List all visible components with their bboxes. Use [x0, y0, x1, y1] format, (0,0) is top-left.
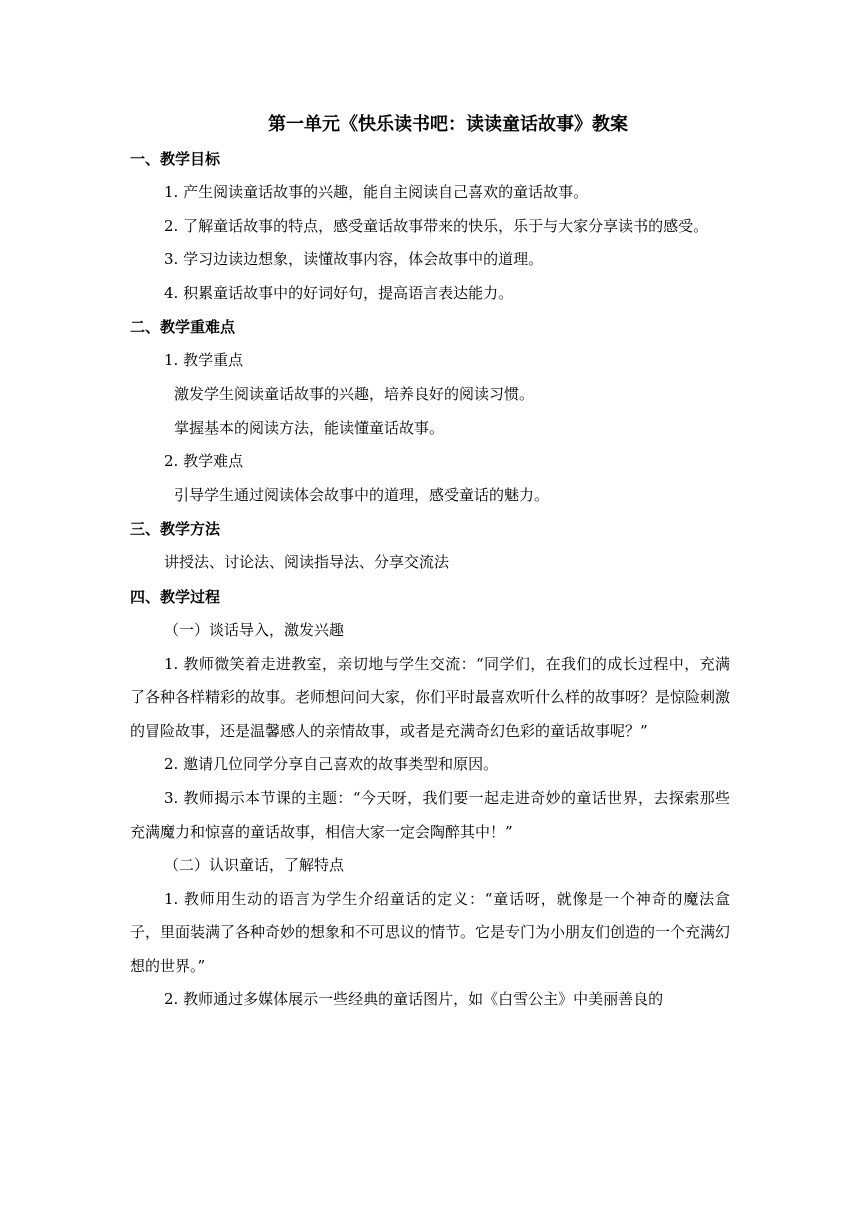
key-points-label: 1. 教学重点 — [164, 351, 244, 370]
section-heading-key-difficult: 二、教学重难点 — [130, 318, 236, 337]
process-part-label: （二）认识童话，了解特点 — [164, 856, 345, 875]
difficult-points-label: 2. 教学难点 — [164, 452, 244, 471]
process-part-label: （一）谈话导入，激发兴趣 — [164, 620, 345, 639]
key-point-item: 掌握基本的阅读方法，能读懂童话故事。 — [174, 418, 445, 437]
objective-item: 1. 产生阅读童话故事的兴趣，能自主阅读自己喜欢的童话故事。 — [164, 183, 589, 201]
section-heading-objectives: 一、教学目标 — [130, 150, 221, 168]
section-heading-methods: 三、教学方法 — [130, 520, 221, 539]
process-item: 3. 教师揭示本节课的主题：“今天呀，我们要一起走进奇妙的童话世界，去探索那些充满魔力和惊喜的童话故事，相信大家一定会陶醉其中！” — [130, 788, 730, 841]
section-heading-process: 四、教学过程 — [130, 587, 221, 606]
key-point-item: 激发学生阅读童话故事的兴趣，培养良好的阅读习惯。 — [174, 384, 535, 403]
methods-text: 讲授法、讨论法、阅读指导法、分享交流法 — [164, 553, 450, 572]
process-item: 2. 邀请几位同学分享自己喜欢的故事类型和原因。 — [164, 755, 499, 774]
document-title: 第一单元《快乐读书吧：读读童话故事》教案 — [268, 114, 628, 135]
objective-item: 4. 积累童话故事中的好词好句，提高语言表达能力。 — [164, 283, 514, 302]
process-item: 1. 教师用生动的语言为学生介绍童话的定义：“童话呀，就像是一个神奇的魔法盒子，里面装满了各种奇妙的想象和不可思议的情节。它是专门为小朋友们创造的一个充满幻想的世界。” — [130, 889, 731, 975]
objective-item: 2. 了解童话故事的特点，感受童话故事带来的快乐，乐于与大家分享读书的感受。 — [164, 216, 709, 235]
difficult-point-item: 引导学生通过阅读体会故事中的道理，感受童话的魅力。 — [174, 485, 550, 504]
objective-item: 3. 学习边读边想象，读懂故事内容，体会故事中的道理。 — [164, 250, 544, 269]
process-item: 2. 教师通过多媒体展示一些经典的童话图片，如《白雪公主》中美丽善良的 — [164, 990, 664, 1009]
process-item: 1. 教师微笑着走进教室，亲切地与学生交流：“同学们，在我们的成长过程中，充满了各种各样精彩的故事。老师想问问大家，你们平时最喜欢听什么样的故事呀？是惊险刺激的冒险故事，还是温馨感人的亲情故事，或者是充满奇幻色彩的童话故事呢？” — [130, 654, 731, 740]
